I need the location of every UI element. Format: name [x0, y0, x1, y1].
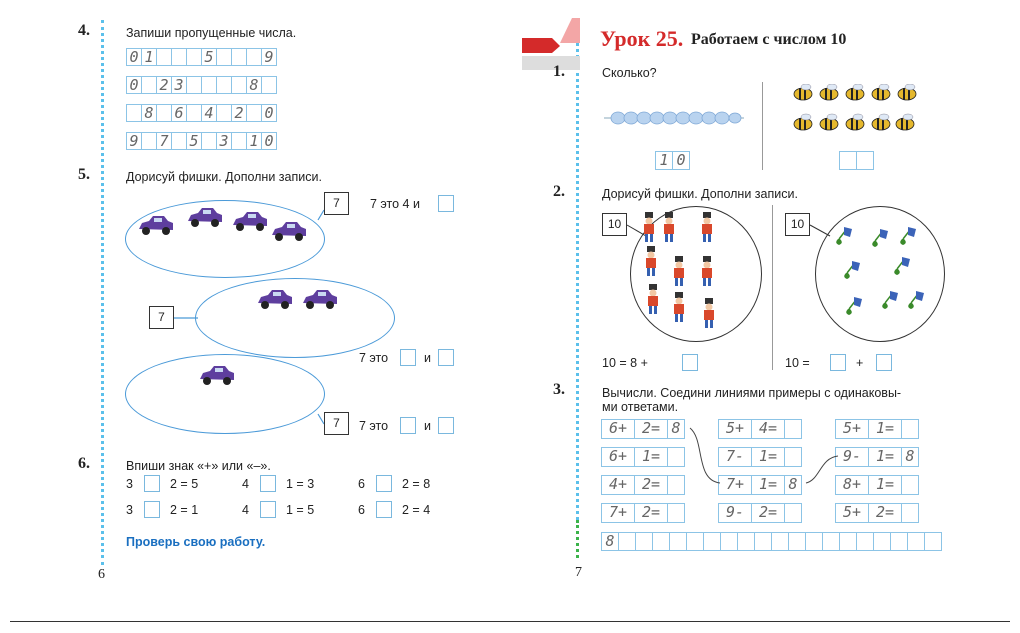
r-task3-term-cell: 8+	[835, 475, 869, 495]
left-page-number: 6	[98, 567, 105, 582]
r-task1-number: 1.	[553, 63, 565, 80]
task4-cell[interactable]: 5	[201, 48, 217, 66]
r-task2-eq2a: 10 =	[785, 356, 810, 370]
r-task3-term-cell: 9-	[835, 447, 869, 467]
task4-cell[interactable]: 3	[216, 132, 232, 150]
r-task3-term-cell: 1=	[868, 447, 902, 467]
r-task3-term-cell: 2=	[634, 503, 668, 523]
task6-number: 6.	[78, 455, 90, 472]
task6-rest: 1 = 3	[286, 477, 315, 491]
bottom-cell[interactable]	[907, 532, 925, 551]
bottom-cell[interactable]	[669, 532, 687, 551]
task5-box-3: 7	[324, 412, 349, 435]
r-task3-answer-cell[interactable]: 8	[667, 419, 685, 439]
bottom-cell[interactable]	[618, 532, 636, 551]
bottom-cell[interactable]	[720, 532, 738, 551]
r-task2-eq1: 10 = 8 +	[602, 356, 648, 370]
right-page-number: 7	[575, 565, 582, 580]
r-task3-term-cell: 1=	[751, 447, 785, 467]
task6-rest: 2 = 1	[170, 503, 199, 517]
task6-rest: 2 = 5	[170, 477, 199, 491]
task4-cell[interactable]: 8	[141, 104, 157, 122]
bottom-cell[interactable]	[754, 532, 772, 551]
task4-cell[interactable]: 3	[171, 76, 187, 94]
r-task3-term-cell: 1=	[634, 447, 668, 467]
r-task3-title-1: Вычисли. Соедини линиями примеры с одинаковы-	[602, 386, 902, 400]
task4-cell[interactable]: 1	[141, 48, 157, 66]
lesson-title: Работаем с числом 10	[691, 31, 847, 48]
r-task3-term-cell: 5+	[835, 419, 869, 439]
answer-digit: 1	[659, 151, 669, 169]
r-task2-number: 2.	[553, 183, 565, 200]
task4-cell[interactable]: 0	[261, 132, 277, 150]
task5-title: Дорисуй фишки. Дополни записи.	[126, 170, 322, 184]
task4-cell[interactable]: 2	[156, 76, 172, 94]
r-task2-eq2b: +	[856, 356, 864, 370]
r-task3-term-cell: 5+	[718, 419, 752, 439]
task5-number: 5.	[78, 166, 90, 183]
check-work-text: Проверь свою работу.	[126, 535, 266, 549]
task5-record-2b: и	[424, 351, 431, 365]
task5-record-3b: и	[424, 419, 431, 433]
r-task3-term-cell: 2=	[868, 503, 902, 523]
task4-cell[interactable]: 0	[261, 104, 277, 122]
task4-number: 4.	[78, 22, 90, 39]
r-task3-term-cell: 2=	[634, 475, 668, 495]
task6-operand: 6	[358, 503, 365, 517]
r-task3-term-cell: 2=	[751, 503, 785, 523]
bottom-cell[interactable]	[805, 532, 823, 551]
task6-operand: 3	[126, 477, 133, 491]
task4-cell[interactable]: 9	[126, 132, 142, 150]
bottom-cell[interactable]	[822, 532, 840, 551]
task4-title: Запиши пропущенные числа.	[126, 26, 297, 40]
r-task3-term-cell: 7-	[718, 447, 752, 467]
task4-cell[interactable]: 6	[171, 104, 187, 122]
r-task3-answer-cell[interactable]: 8	[784, 475, 802, 495]
bottom-cell[interactable]	[771, 532, 789, 551]
r-task2-box-2: 10	[785, 213, 810, 236]
task4-cell[interactable]: 9	[261, 48, 277, 66]
r-task3-term-cell: 4=	[751, 419, 785, 439]
bottom-cell[interactable]	[839, 532, 857, 551]
task5-record-3a: 7 это	[359, 419, 389, 433]
lesson-number: Урок 25.	[600, 26, 684, 51]
r-task3-term-cell: 5+	[835, 503, 869, 523]
task4-cell[interactable]: 7	[156, 132, 172, 150]
task5-box-2: 7	[149, 306, 174, 329]
bottom-cell[interactable]	[652, 532, 670, 551]
r-task3-term-cell: 4+	[601, 475, 635, 495]
r-task1-title: Сколько?	[602, 66, 657, 80]
task6-operand: 3	[126, 503, 133, 517]
task6-operand: 4	[242, 503, 249, 517]
bottom-rule	[10, 621, 1010, 622]
task6-operand: 6	[358, 477, 365, 491]
r-task3-term-cell: 7+	[601, 503, 635, 523]
bottom-cell[interactable]	[873, 532, 891, 551]
task6-operand: 4	[242, 477, 249, 491]
task5-record-1: 7 это 4 и	[370, 197, 420, 211]
answer-digit: 0	[676, 151, 686, 169]
r-task3-term-cell: 7+	[718, 475, 752, 495]
r-task3-term-cell: 6+	[601, 419, 635, 439]
bottom-cell[interactable]	[703, 532, 721, 551]
bottom-cell[interactable]	[635, 532, 653, 551]
r-task3-answer-cell[interactable]: 8	[901, 447, 919, 467]
r-task3-term-cell: 2=	[634, 419, 668, 439]
r-task3-number: 3.	[553, 381, 565, 398]
task4-cell[interactable]: 2	[231, 104, 247, 122]
task4-cell[interactable]: 4	[201, 104, 217, 122]
r-task3-term-cell: 1=	[868, 419, 902, 439]
r-task3-term-cell: 9-	[718, 503, 752, 523]
bottom-cell[interactable]	[788, 532, 806, 551]
bottom-cell[interactable]	[924, 532, 942, 551]
task6-title: Впиши знак «+» или «–».	[126, 459, 271, 473]
task4-cell[interactable]: 5	[186, 132, 202, 150]
task6-rest: 2 = 4	[402, 503, 431, 517]
r-task2-box-1: 10	[602, 213, 627, 236]
task4-cell[interactable]: 8	[246, 76, 262, 94]
bottom-cell[interactable]: 8	[601, 532, 619, 551]
r-task3-term-cell: 1=	[868, 475, 902, 495]
r-task3-term-cell: 6+	[601, 447, 635, 467]
task5-record-2a: 7 это	[359, 351, 389, 365]
bottom-cell[interactable]	[890, 532, 908, 551]
task4-cell[interactable]: 1	[246, 132, 262, 150]
bottom-cell[interactable]	[686, 532, 704, 551]
r-task3-title-2: ми ответами.	[602, 400, 679, 414]
bottom-cell[interactable]	[737, 532, 755, 551]
task6-rest: 2 = 8	[402, 477, 431, 491]
r-task3-term-cell: 1=	[751, 475, 785, 495]
task4-cell[interactable]: 0	[126, 76, 142, 94]
bottom-cell[interactable]	[856, 532, 874, 551]
task6-rest: 1 = 5	[286, 503, 315, 517]
task4-cell[interactable]: 0	[126, 48, 142, 66]
task5-box-1: 7	[324, 192, 349, 215]
r-task2-title: Дорисуй фишки. Дополни записи.	[602, 187, 798, 201]
r-task3-bottom-cells	[602, 532, 942, 551]
